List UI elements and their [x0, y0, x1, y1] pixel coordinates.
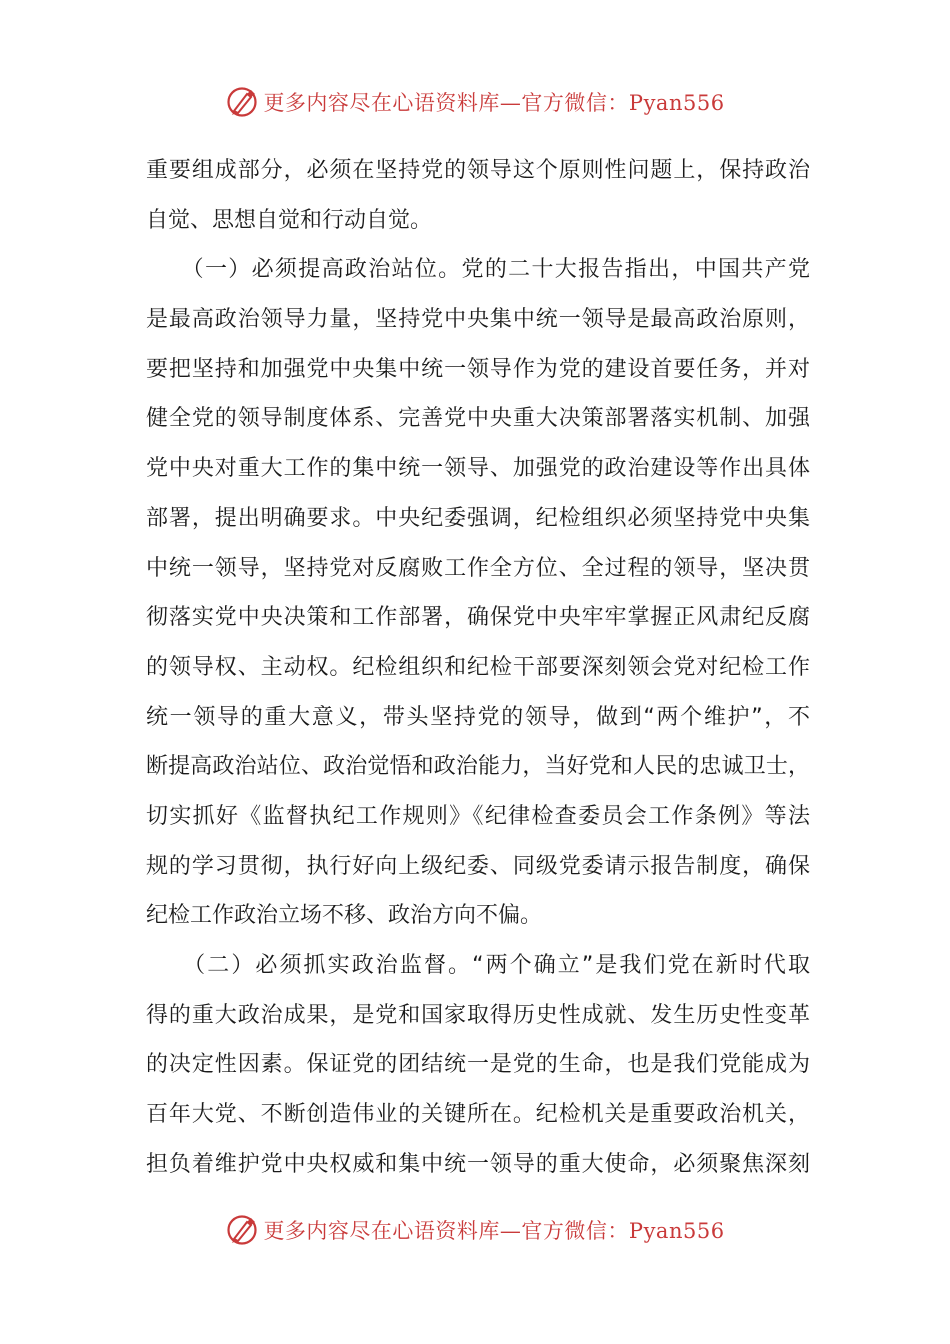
text-line: （一）必须提高政治站位。党的二十大报告指出，中国共产党 — [146, 257, 810, 283]
text-line: 党中央对重大工作的集中统一领导、加强党的政治建设等作出具体 — [146, 456, 810, 482]
header-watermark-banner — [0, 80, 950, 124]
text-line: 百年大党、不断创造伟业的关键所在。纪检机关是重要政治机关， — [146, 1102, 810, 1128]
text-line: 担负着维护党中央权威和集中统一领导的重大使命，必须聚焦深刻 — [146, 1151, 810, 1177]
footer-watermark-text: 更多内容尽在心语资料库—官方微信：Pyan556 — [263, 1219, 725, 1243]
header-watermark-text: 更多内容尽在心语资料库—官方微信：Pyan556 — [263, 91, 725, 115]
text-line: 纪检工作政治立场不移、政治方向不偏。 — [146, 903, 543, 929]
text-line: 得的重大政治成果，是党和国家取得历史性成就、发生历史性变革 — [146, 1002, 810, 1028]
text-line: 的领导权、主动权。纪检组织和纪检干部要深刻领会党对纪检工作 — [146, 654, 810, 680]
text-line: 健全党的领导制度体系、完善党中央重大决策部署落实机制、加强 — [146, 406, 810, 432]
text-line: 要把坚持和加强党中央集中统一领导作为党的建设首要任务，并对 — [146, 356, 810, 382]
text-line: 部署，提出明确要求。中央纪委强调，纪检组织必须坚持党中央集 — [146, 505, 810, 531]
text-line: 的决定性因素。保证党的团结统一是党的生命，也是我们党能成为 — [146, 1052, 810, 1078]
pen-nib-logo-icon — [225, 1213, 259, 1247]
footer-watermark-banner — [0, 1208, 950, 1252]
text-line: （二）必须抓实政治监督。“两个确立”是我们党在新时代取 — [146, 953, 810, 978]
pen-nib-logo-icon — [225, 85, 259, 119]
text-line: 重要组成部分，必须在坚持党的领导这个原则性问题上，保持政治 — [146, 158, 810, 183]
text-line: 切实抓好《监督执纪工作规则》《纪律检查委员会工作条例》等法 — [146, 803, 810, 829]
text-line: 自觉、思想自觉和行动自觉。 — [146, 207, 433, 233]
text-line: 规的学习贯彻，执行好向上级纪委、同级党委请示报告制度，确保 — [146, 853, 810, 879]
text-line: 中统一领导，坚持党对反腐败工作全方位、全过程的领导，坚决贯 — [146, 555, 810, 581]
document-body — [146, 146, 810, 1189]
text-line: 是最高政治领导力量，坚持党中央集中统一领导是最高政治原则， — [146, 307, 810, 333]
text-line: 断提高政治站位、政治觉悟和政治能力，当好党和人民的忠诚卫士， — [146, 754, 810, 780]
text-line: 彻落实党中央决策和工作部署，确保党中央牢牢掌握正风肃纪反腐 — [146, 605, 810, 631]
text-line: 统一领导的重大意义，带头坚持党的领导，做到“两个维护”，不 — [146, 704, 810, 730]
